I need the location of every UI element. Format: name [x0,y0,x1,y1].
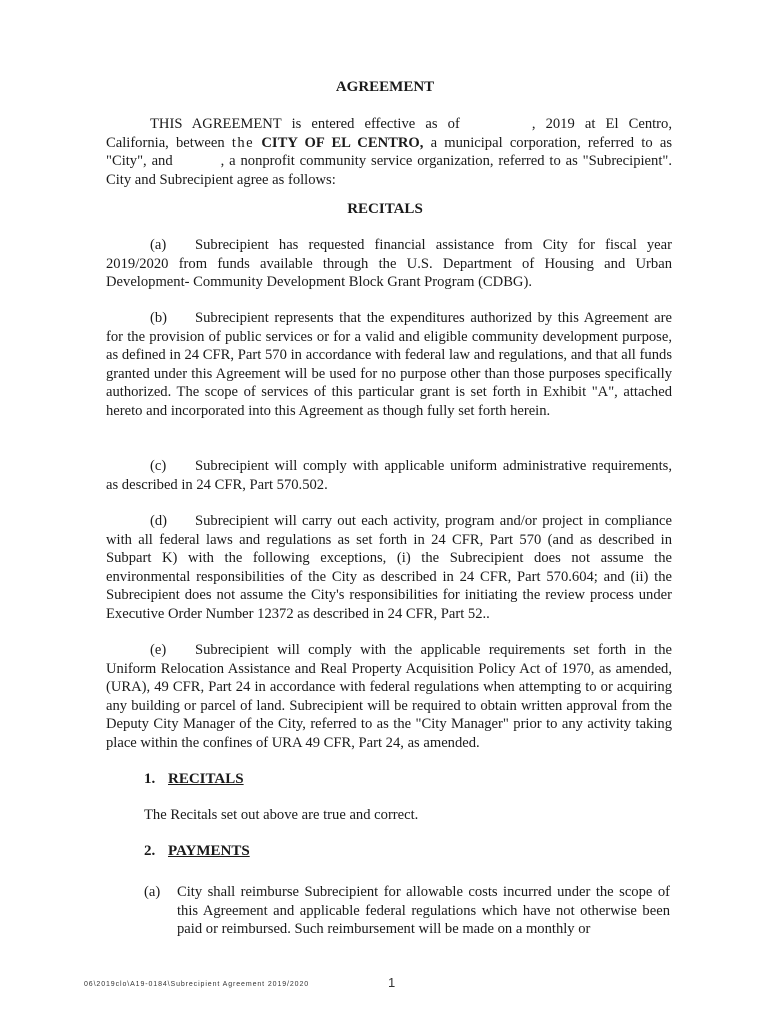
document-title: AGREEMENT [335,79,435,95]
item-label: (a) [144,884,161,900]
recitals-heading: RECITALS [347,201,423,217]
recital-label: (c) [150,458,167,474]
intro-part3: a municipal corporation, referred to as "City", and [106,134,672,170]
recital-c [106,457,672,494]
city-name: CITY OF EL CENTRO, [261,134,424,151]
item-text: City shall reimburse Subrecipient for allowable costs incurred under the scope of this Agreement and applicable federal regulations which have not otherwise been paid or reimbursed. Such reimbursement will be made on a monthly or [177,884,670,938]
section-number: 1. [144,771,156,787]
recital-a [106,236,672,292]
intro-the: the [231,134,255,151]
recital-text: Subrecipient will comply with the applicable requirements set forth in the Uniform Relocation Assistance and Real Property Acquisition Policy Act of 1970, as amended, (URA), 49 CFR, Part 24 in accordance with federal regulations when attempting to or acquiring any building or parcel of land. Subrecipient will be required to obtain written approval from the Deputy City Manager of the City, referred to as the "City Manager" prior to any activity taking place within the confines of URA 49 CFR, Part 24, as amended. [106,642,672,751]
intro-part1: THIS AGREEMENT is entered effective as of [150,116,460,132]
recital-text: Subrecipient will comply with applicable uniform administrative requirements, as described in 24 CFR, Part 570.502. [106,458,672,493]
recital-d [106,512,672,624]
section-1-body: The Recitals set out above are true and correct. [144,807,419,823]
section-title: RECITALS [168,771,244,787]
recital-text: Subrecipient represents that the expenditures authorized by this Agreement are for the provision of public services or for a valid and eligible community development purpose, as defined in 24 CFR, Part 570 in accordance with federal law and regulations, and that all funds granted under this Agreement will be used for no purpose other than those purposes specifically authorized. The scope of services of this particular grant is set forth in Exhibit "A", attached hereto and incorporated into this Agreement as though fully set forth herein. [106,310,672,419]
footer-file-path: 06\2019clo\A19-0184\Subrecipient Agreement 2019/2020 [84,981,310,988]
recital-label: (d) [150,513,168,529]
recital-e [106,641,672,753]
recital-b [106,309,672,421]
page-number: 1 [388,975,396,990]
recital-label: (e) [150,642,167,658]
recital-text: Subrecipient has requested financial assistance from City for fiscal year 2019/2020 from funds available through the U.S. Department of Housing and Urban Development- Community Development Block Grant Program (CDBG). [106,237,672,291]
section-title: PAYMENTS [168,843,250,859]
payments-item-a [144,883,670,939]
section-number: 2. [144,843,156,859]
recital-label: (a) [150,237,167,253]
section-2-heading [144,843,250,860]
section-1-heading [144,771,244,788]
intro-part4: , a nonprofit community service organization, referred to as "Subrecipient". City and Subrecipient agree as follows: [106,153,672,188]
recital-label: (b) [150,310,168,326]
intro-paragraph [106,115,672,189]
intro-part2: , 2019 at El Centro, California, between [106,116,672,151]
recital-text: Subrecipient will carry out each activity, program and/or project in compliance with all federal laws and regulations as set forth in 24 CFR, Part 570 (and as described in Subpart K) with the following exceptions, (i) the Subrecipient does not assume the environmental responsibilities of the City as described in 24 CFR, Part 570.604; and (ii) the Subrecipient does not assume the City's responsibilities for initiating the review process under Executive Order Number 12372 as described in 24 CFR, Part 52.. [106,513,672,622]
